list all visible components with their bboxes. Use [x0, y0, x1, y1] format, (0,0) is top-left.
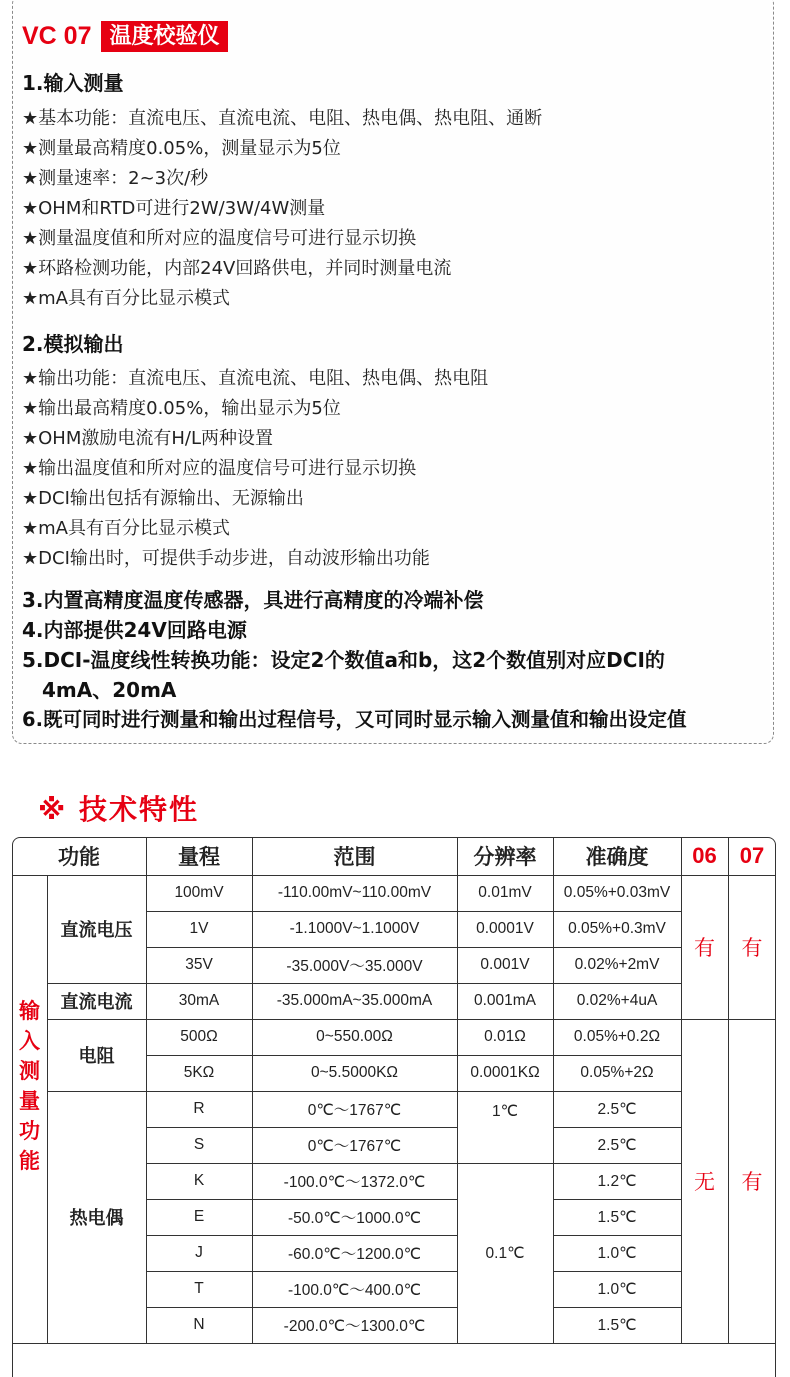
group-thermocouple: 热电偶: [47, 1091, 146, 1343]
input-feature-item: ★测量最高精度0.05%，测量显示为5位: [22, 138, 341, 159]
cell-accuracy: 0.02%+4uA: [553, 983, 681, 1019]
feature-point-3: 3.内置高精度温度传感器，具进行高精度的冷端补偿: [22, 588, 484, 612]
cell-range: R: [146, 1091, 252, 1127]
model-number: VC 07: [22, 21, 92, 50]
cell-accuracy: 1.5℃: [553, 1199, 681, 1235]
cell-accuracy: 0.05%+0.3mV: [553, 911, 681, 947]
cell-scope: -35.000V～35.000V: [252, 947, 457, 983]
cell-resolution: 0.001mA: [457, 983, 553, 1019]
product-name-badge: 温度校验仪: [101, 21, 227, 52]
cell-range: K: [146, 1163, 252, 1199]
input-section-heading: 1.输入测量: [22, 71, 124, 95]
cell-scope: 0~550.00Ω: [252, 1019, 457, 1055]
cell-accuracy: 1.0℃: [553, 1235, 681, 1271]
cell-resolution: 0.01mV: [457, 875, 553, 911]
cell-resolution: 0.01Ω: [457, 1019, 553, 1055]
cell-range: 5KΩ: [146, 1055, 252, 1091]
cell-scope: -35.000mA~35.000mA: [252, 983, 457, 1019]
header-range: 量程: [146, 837, 252, 875]
output-section-heading: 2.模拟输出: [22, 332, 124, 356]
feature-point-4: 4.内部提供24V回路电源: [22, 618, 247, 642]
cell-scope: 0℃～1767℃: [252, 1091, 457, 1127]
output-feature-item: ★输出最高精度0.05%，输出显示为5位: [22, 398, 341, 419]
header-function: 功能: [12, 837, 146, 875]
header-model-06: 06: [681, 837, 728, 875]
cell-accuracy: 0.05%+0.03mV: [553, 875, 681, 911]
spec-table: [12, 837, 776, 1344]
input-feature-item: ★测量速率：2~3次/秒: [22, 168, 209, 189]
cell-accuracy: 2.5℃: [553, 1127, 681, 1163]
cell-accuracy: 2.5℃: [553, 1091, 681, 1127]
output-feature-item: ★mA具有百分比显示模式: [22, 518, 230, 539]
cell-range: E: [146, 1199, 252, 1235]
cell-scope: -100.0℃～1372.0℃: [252, 1163, 457, 1199]
category-input-measurement: 输入测量功能: [12, 875, 47, 1343]
spec-table-container: [12, 837, 776, 1377]
cell-resolution: 0.0001V: [457, 911, 553, 947]
cell-scope: -1.1000V~1.1000V: [252, 911, 457, 947]
header-model-07: 07: [728, 837, 776, 875]
avail-07-ohm-tc: 有: [728, 1019, 776, 1343]
product-title: [22, 20, 228, 52]
header-scope: 范围: [252, 837, 457, 875]
input-feature-item: ★环路检测功能，内部24V回路供电，并同时测量电流: [22, 258, 452, 279]
feature-point-5: 5.DCI-温度线性转换功能：设定2个数值a和b，这2个数值别对应DCI的: [22, 648, 665, 672]
feature-point-6: 6.既可同时进行测量和输出过程信号，又可同时显示输入测量值和输出设定值: [22, 708, 687, 731]
cell-accuracy: 0.02%+2mV: [553, 947, 681, 983]
input-feature-item: ★mA具有百分比显示模式: [22, 288, 230, 309]
tech-spec-title: ※ 技术特性: [38, 793, 199, 826]
cell-range: S: [146, 1127, 252, 1163]
cell-range: N: [146, 1307, 252, 1343]
output-feature-item: ★DCI输出时，可提供手动步进，自动波形输出功能: [22, 548, 430, 569]
feature-point-5-cont: 4mA、20mA: [42, 678, 177, 702]
cell-resolution: 0.001V: [457, 947, 553, 983]
cell-range: 1V: [146, 911, 252, 947]
input-feature-item: ★测量温度值和所对应的温度信号可进行显示切换: [22, 228, 417, 249]
cell-accuracy: 0.05%+2Ω: [553, 1055, 681, 1091]
group-dc-voltage: 直流电压: [47, 875, 146, 983]
cell-range: 35V: [146, 947, 252, 983]
cell-range: J: [146, 1235, 252, 1271]
avail-06-dc: 有: [681, 875, 728, 1019]
cell-resolution: 0.0001KΩ: [457, 1055, 553, 1091]
cell-scope: 0℃～1767℃: [252, 1127, 457, 1163]
group-dc-current: 直流电流: [47, 983, 146, 1019]
cell-accuracy: 1.2℃: [553, 1163, 681, 1199]
header-resolution: 分辨率: [457, 837, 553, 875]
input-feature-item: ★基本功能：直流电压、直流电流、电阻、热电偶、热电阻、通断: [22, 108, 543, 129]
header-accuracy: 准确度: [553, 837, 681, 875]
avail-06-ohm-tc: 无: [681, 1019, 728, 1343]
input-feature-item: ★OHM和RTD可进行2W/3W/4W测量: [22, 198, 326, 219]
output-feature-item: ★输出温度值和所对应的温度信号可进行显示切换: [22, 458, 417, 479]
cell-range: 30mA: [146, 983, 252, 1019]
cell-resolution: 0.1℃: [457, 1163, 553, 1343]
cell-scope: -100.0℃～400.0℃: [252, 1271, 457, 1307]
cell-scope: -200.0℃～1300.0℃: [252, 1307, 457, 1343]
cell-scope: -60.0℃～1200.0℃: [252, 1235, 457, 1271]
cell-range: 100mV: [146, 875, 252, 911]
cell-range: 500Ω: [146, 1019, 252, 1055]
output-feature-item: ★OHM激励电流有H/L两种设置: [22, 428, 273, 449]
cell-resolution: 1℃: [457, 1091, 553, 1163]
output-feature-item: ★DCI输出包括有源输出、无源输出: [22, 488, 304, 509]
cell-accuracy: 1.0℃: [553, 1271, 681, 1307]
cell-scope: 0~5.5000KΩ: [252, 1055, 457, 1091]
cell-range: T: [146, 1271, 252, 1307]
avail-07-dc: 有: [728, 875, 776, 1019]
group-resistance: 电阻: [47, 1019, 146, 1091]
cell-accuracy: 0.05%+0.2Ω: [553, 1019, 681, 1055]
cell-scope: -50.0℃～1000.0℃: [252, 1199, 457, 1235]
cell-accuracy: 1.5℃: [553, 1307, 681, 1343]
output-feature-item: ★输出功能：直流电压、直流电流、电阻、热电偶、热电阻: [22, 368, 489, 389]
cell-scope: -110.00mV~110.00mV: [252, 875, 457, 911]
